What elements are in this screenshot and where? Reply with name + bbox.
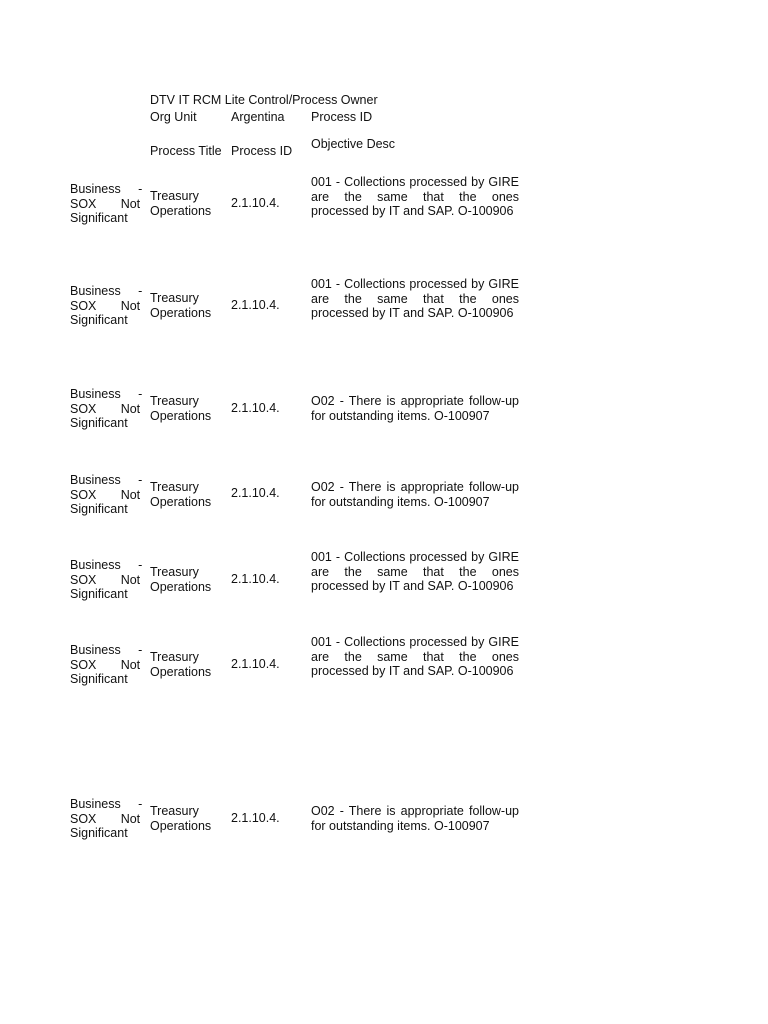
control-type-cell: [70, 284, 146, 328]
process-title-header: Process Title: [150, 144, 222, 158]
control-type-cell: [70, 558, 146, 602]
control-type-cell: [70, 387, 146, 431]
control-type-line: SOX Not: [70, 487, 141, 502]
objective-desc-cell: 001 - Collections processed by GIRE are the same that the ones processed by IT and SAP. O-100906: [311, 175, 519, 218]
org-unit-label: Org Unit: [150, 110, 197, 124]
process-id-cell: 2.1.10.4.: [231, 486, 280, 500]
org-unit-value: Argentina: [231, 110, 285, 124]
process-title-cell: [150, 394, 228, 423]
process-title-line: Operations: [150, 579, 212, 594]
process-id-cell: 2.1.10.4.: [231, 572, 280, 586]
process-title-line: Operations: [150, 664, 212, 679]
process-title-cell: [150, 189, 228, 218]
control-type-line: SOX Not: [70, 298, 141, 313]
control-type-line: Significant: [70, 672, 128, 686]
process-title-cell: [150, 480, 228, 509]
control-type-line: Significant: [70, 313, 128, 327]
objective-desc-cell: O02 - There is appropriate follow-up for outstanding items. O-100907: [311, 480, 519, 509]
process-id-header-top: Process ID: [311, 110, 373, 124]
process-title-line: Treasury: [150, 565, 199, 579]
control-type-line: SOX Not: [70, 811, 141, 826]
process-id-cell: 2.1.10.4.: [231, 657, 280, 671]
process-title-line: Treasury: [150, 394, 199, 408]
control-type-line: Business -: [70, 182, 143, 196]
control-type-line: Business -: [70, 473, 143, 487]
control-type-line: Significant: [70, 211, 128, 225]
control-type-line: Business -: [70, 387, 143, 401]
control-type-line: Significant: [70, 826, 128, 840]
process-title-line: Operations: [150, 408, 212, 423]
control-type-line: Significant: [70, 416, 128, 430]
process-title-cell: [150, 291, 228, 320]
control-type-line: SOX Not: [70, 401, 141, 416]
objective-desc-header: Objective Desc: [311, 137, 396, 151]
control-type-line: Significant: [70, 587, 128, 601]
control-type-line: Business -: [70, 558, 143, 572]
process-title-line: Operations: [150, 818, 212, 833]
process-title-line: Operations: [150, 203, 212, 218]
process-id-cell: 2.1.10.4.: [231, 401, 280, 415]
process-title-cell: [150, 650, 228, 679]
report-title: DTV IT RCM Lite Control/Process Owner: [150, 93, 378, 107]
control-type-line: SOX Not: [70, 572, 141, 587]
process-title-cell: [150, 804, 228, 833]
control-type-cell: [70, 182, 146, 226]
objective-desc-cell: O02 - There is appropriate follow-up for outstanding items. O-100907: [311, 804, 519, 833]
control-type-line: Significant: [70, 502, 128, 516]
objective-desc-cell: 001 - Collections processed by GIRE are the same that the ones processed by IT and SAP. O-100906: [311, 635, 519, 678]
objective-desc-cell: 001 - Collections processed by GIRE are the same that the ones processed by IT and SAP. O-100906: [311, 277, 519, 320]
control-type-line: Business -: [70, 643, 143, 657]
control-type-cell: [70, 643, 146, 687]
process-id-cell: 2.1.10.4.: [231, 811, 280, 825]
process-title-line: Treasury: [150, 189, 199, 203]
process-title-line: Operations: [150, 305, 212, 320]
control-type-line: Business -: [70, 797, 143, 811]
objective-desc-cell: O02 - There is appropriate follow-up for outstanding items. O-100907: [311, 394, 519, 423]
control-type-line: SOX Not: [70, 196, 141, 211]
control-type-cell: [70, 473, 146, 517]
process-title-line: Treasury: [150, 480, 199, 494]
control-type-line: Business -: [70, 284, 143, 298]
process-title-line: Treasury: [150, 804, 199, 818]
control-type-cell: [70, 797, 146, 841]
process-title-line: Operations: [150, 494, 212, 509]
process-id-cell: 2.1.10.4.: [231, 298, 280, 312]
process-title-line: Treasury: [150, 650, 199, 664]
process-id-header: Process ID: [231, 144, 293, 158]
process-title-cell: [150, 565, 228, 594]
control-type-line: SOX Not: [70, 657, 141, 672]
process-title-line: Treasury: [150, 291, 199, 305]
process-id-cell: 2.1.10.4.: [231, 196, 280, 210]
objective-desc-cell: 001 - Collections processed by GIRE are the same that the ones processed by IT and SAP. O-100906: [311, 550, 519, 593]
